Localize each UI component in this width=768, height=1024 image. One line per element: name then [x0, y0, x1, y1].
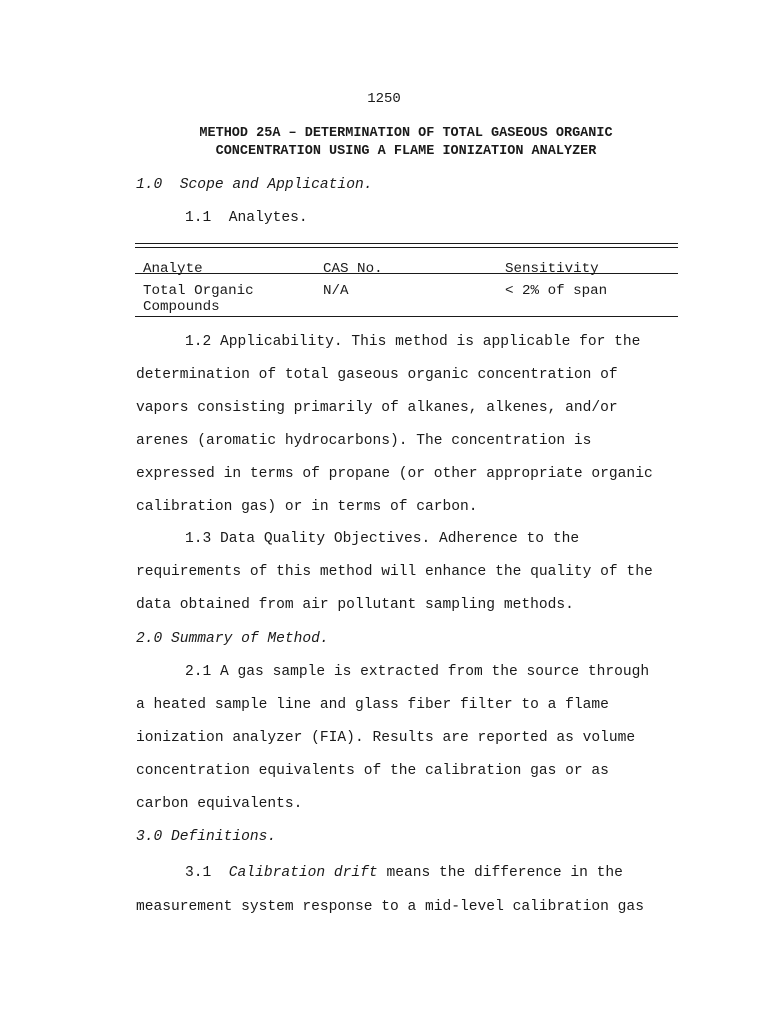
subsection-1-1-number: 1.1 [185, 210, 212, 226]
section-1-heading [136, 176, 372, 194]
section-1-number: 1.0 [136, 177, 163, 193]
method-title [0, 125, 768, 161]
table-cell-analyte-line-2: Compounds [143, 299, 220, 315]
paragraph-2-1-line: a heated sample line and glass fiber filter to a flame [136, 697, 609, 713]
table-bottom-rule [135, 316, 678, 317]
definition-number: 3.1 [185, 865, 212, 881]
paragraph-1-2-line: calibration gas) or in terms of carbon. [136, 499, 478, 515]
paragraph-1-3-line: 1.3 Data Quality Objectives. Adherence to the [185, 531, 580, 547]
paragraph-1-2-line: expressed in terms of propane (or other appropriate organic [136, 466, 653, 482]
paragraph-1-3-line: data obtained from air pollutant sampling methods. [136, 597, 574, 613]
paragraph-2-1-line: concentration equivalents of the calibration gas or as [136, 763, 609, 779]
table-cell-analyte [143, 283, 254, 315]
section-3-heading: 3.0 Definitions. [136, 829, 277, 845]
paragraph-1-2-line: vapors consisting primarily of alkanes, alkenes, and/or [136, 400, 618, 416]
table-row [135, 274, 678, 316]
method-title-line-2: CONCENTRATION USING A FLAME IONIZATION ANALYZER [215, 144, 597, 159]
table-cell-sensitivity: < 2% of span [505, 283, 608, 299]
analytes-table [135, 243, 678, 317]
table-header-row [135, 248, 678, 277]
page-number: 1250 [367, 91, 401, 107]
paragraph-3-1-line: measurement system response to a mid-level calibration gas [136, 899, 644, 915]
table-cell-cas: N/A [323, 283, 349, 299]
table-cell-analyte-line-1: Total Organic [143, 283, 254, 299]
table-header-sensitivity: Sensitivity [505, 261, 599, 277]
paragraph-2-1-line: ionization analyzer (FIA). Results are reported as volume [136, 730, 636, 746]
table-header-analyte: Analyte [143, 261, 203, 277]
definition-text: means the difference in the [377, 865, 623, 881]
subsection-1-1-title: Analytes. [228, 210, 308, 226]
paragraph-2-1-line: 2.1 A gas sample is extracted from the source through [185, 664, 650, 680]
method-title-line-1: METHOD 25A – DETERMINATION OF TOTAL GASEOUS ORGANIC [199, 126, 613, 141]
section-2-heading: 2.0 Summary of Method. [136, 631, 329, 647]
paragraph-1-2-line: 1.2 Applicability. This method is applicable for the [185, 334, 641, 350]
paragraph-1-2-line: determination of total gaseous organic concentration of [136, 367, 618, 383]
section-1-title: Scope and Application. [179, 177, 373, 193]
subsection-1-1 [185, 209, 308, 227]
paragraph-1-2-line: arenes (aromatic hydrocarbons). The concentration is [136, 433, 592, 449]
paragraph-1-3-line: requirements of this method will enhance the quality of the [136, 564, 653, 580]
paragraph-2-1-line: carbon equivalents. [136, 796, 303, 812]
paragraph-3-1-line [185, 864, 623, 882]
table-header-cas: CAS No. [323, 261, 383, 277]
definition-term: Calibration drift [228, 865, 378, 881]
